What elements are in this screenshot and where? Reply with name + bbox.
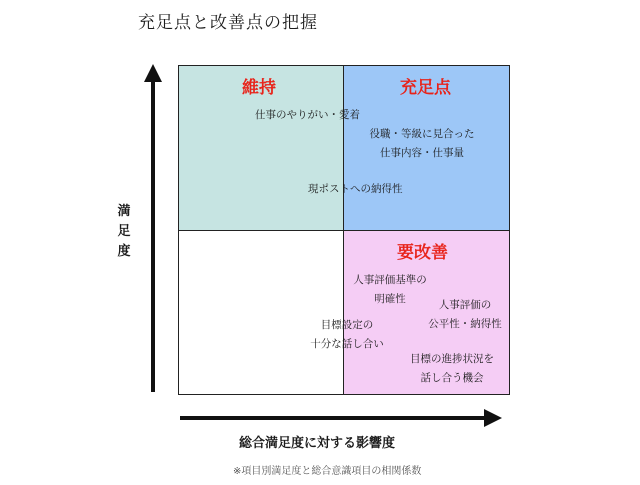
y-axis-arrowhead [144, 64, 162, 82]
item-genpost: 現ポストへの納得性 [308, 183, 403, 195]
item-yakushoku: 役職・等級に見合った 仕事内容・仕事量 [369, 128, 475, 159]
quadrant-label-maintain: 維持 [242, 78, 276, 98]
item-hyoka-kohei: 人事評価の 公平性・納得性 [428, 299, 502, 330]
quadrant-label-improve: 要改善 [397, 243, 448, 263]
item-hyoka-kijun: 人事評価基準の 明確性 [353, 274, 427, 305]
quadrant-label-satisfied: 充足点 [400, 78, 451, 98]
x-axis-label: 総合満足度に対する影響度 [239, 436, 396, 451]
item-shinchoku: 目標の進捗状況を 話し合う機会 [410, 353, 494, 384]
x-axis-arrowhead [484, 409, 502, 427]
footnote: ※項目別満足度と総合意識項目の相関係数 [233, 466, 422, 477]
item-mokuhyo-settei: 目標設定の 十分な話し合い [310, 319, 384, 350]
item-yarigai: 仕事のやりがい・愛着 [255, 109, 360, 121]
y-axis-label: 満足度 [117, 204, 131, 259]
page-title: 充足点と改善点の把握 [138, 13, 318, 33]
